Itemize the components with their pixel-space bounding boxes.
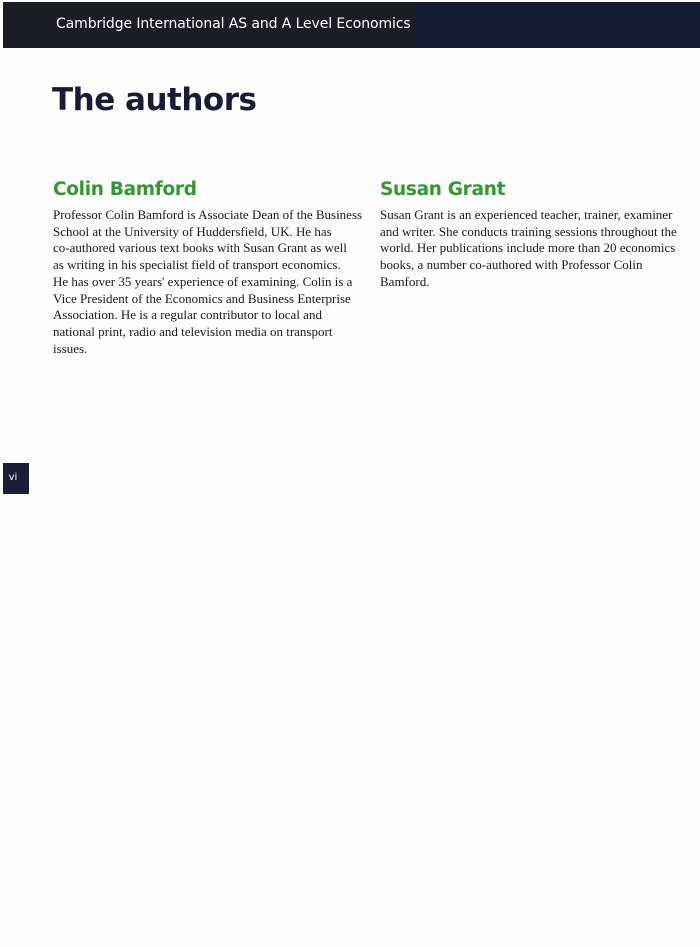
bio-line: Bamford. (380, 273, 430, 289)
bio-line: He has over 35 years' experience of examining. Colin is a (53, 273, 353, 289)
header-bar (3, 2, 416, 48)
bio-line: Association. He is a regular contributor to local and (53, 307, 322, 323)
bio-line: as writing in his specialist field of transport economics. (53, 257, 341, 273)
author-bio-colin-bamford (53, 207, 363, 357)
bio-line: Vice President of the Economics and Business Enterprise (53, 290, 351, 306)
bio-line: national print, radio and television media on transport (53, 323, 333, 339)
bio-line: Professor Colin Bamford is Associate Dean of the Business (53, 207, 363, 222)
bio-line: books, a number co-authored with Professor Colin (380, 257, 643, 273)
header-bar-accent (416, 2, 700, 48)
author-name-susan-grant: Susan Grant (380, 179, 506, 200)
page-number-tab (3, 463, 29, 494)
bio-line: School at the University of Huddersfield, UK. He has (53, 223, 332, 239)
bio-line: co-authored various text books with Susan Grant as well (53, 240, 347, 256)
author-bio-susan-grant (380, 207, 680, 291)
page-number: vi (8, 472, 18, 483)
book-title: Cambridge International AS and A Level Economics (56, 16, 411, 32)
page-title: The authors (52, 82, 257, 118)
bio-line: world. Her publications include more than 20 economics (380, 240, 676, 256)
bio-line: issues. (53, 340, 88, 356)
bio-line: Susan Grant is an experienced teacher, trainer, examiner (380, 207, 673, 222)
bio-line: and writer. She conducts training sessions throughout the (380, 223, 677, 239)
author-name-colin-bamford: Colin Bamford (53, 179, 197, 200)
